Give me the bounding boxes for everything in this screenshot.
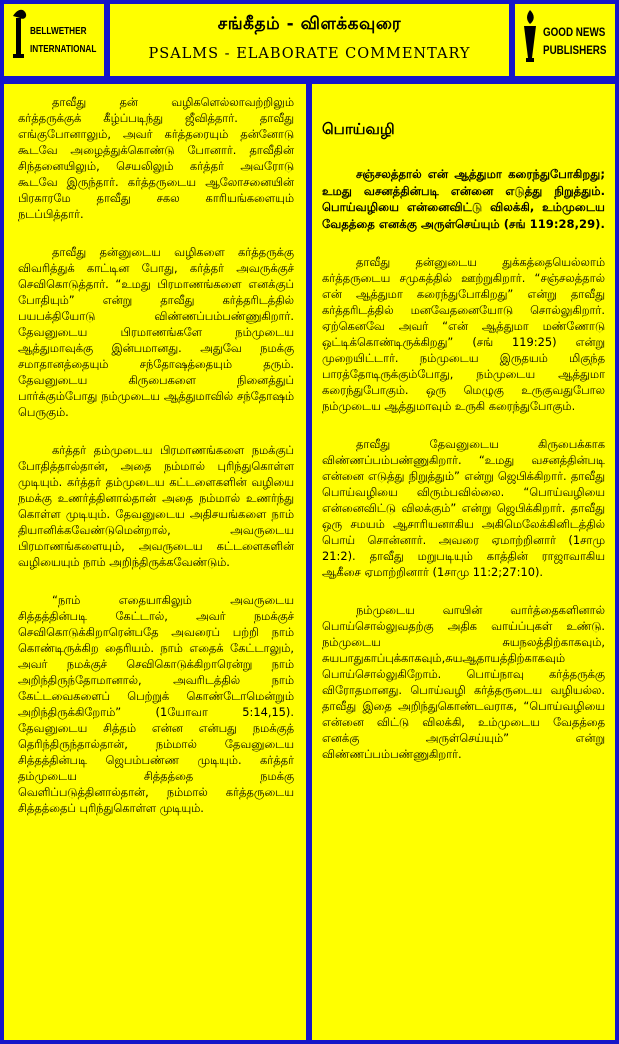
right-column [312,84,615,1040]
right-paragraph-1: தாவீது தன்னுடைய துக்கத்தையெல்லாம் கர்த்தருடைய சமுகத்தில் ஊற்றுகிறார். “சஞ்சலத்தால் என் ஆத்துமா கரைந்துபோகிறது” என்று தாவீது கர்த்தரிடத்தில் மனவேதனையோடு சொல்லுகிறார். ஏற்கெனவே அவர் “என் ஆத்துமா மண்ணோடு ஒட்டிக்கொண்டிருக்கிறது” (சங் 119:25) என்று முறையிட்டார். நம்முடைய இருதயம் மிகுந்த பாரத்தோடிருக்கும்போது, நம்முடைய ஆத்துமா கரைந்துபோகும். ஒரு மெழுகு உருகுவதுபோல நம்முடைய ஆத்துமாவும் உருகி கரைந்துபோகும். [322,255,605,413]
left-column [4,84,306,1040]
bellwether-logo [4,4,104,76]
title-box [110,4,509,76]
left-paragraph-3: கர்த்தர் தம்முடைய பிரமாணங்களை நமக்குப் போதித்தால்தான், அதை நம்மால் புரிந்துகொள்ள முடியும். கர்த்தர் தம்முடைய கட்டளைகளின் வழியை நமக்கு உணர்த்தினால்தான் அதை நம்மால் உணர்ந்து கொள்ள முடியும். தேவனுடைய அதிசயங்களை நாம் தியானிக்கவேண்டுமென்றால், அவருடைய பிரமாணங்களையும், அவருடைய கட்டளைகளின் வழியையும் நாம் அறிந்திருக்கவேண்டும். [18,443,294,569]
logo-right-line2: PUBLISHERS [543,43,607,57]
good-news-logo [515,4,615,76]
section-heading: பொய்வழி [322,120,395,138]
right-paragraph-2: தாவீது தேவனுடைய கிருபைக்காக விண்ணப்பம்பண்ணுகிறார். “உமது வசனத்தின்படி என்னை எடுத்து நிறுத்தும்” என்று ஜெபிக்கிறார். தாவீது பொய்வழியை விரும்பவில்லை. “பொய்வழியை என்னைவிட்டு விலக்கும்” என்று ஜெபிக்கிறார். தாவீது ஒரு சமயம் ஆசாரியனாகிய அகிமெலேக்கினிடத்தில் பொய் சொன்னார். அவரை ஏமாற்றினார் (1சாமு 21:2). தாவீது மறுபடியும் காத்தின் ராஜாவாகிய ஆகீசை ஏமாற்றினார் (1சாமு 11:2;27:10). [322,437,605,579]
page-title-english: PSALMS - ELABORATE COMMENTARY [148,46,471,62]
page-header [0,0,619,80]
left-paragraph-1: தாவீது தன் வழிகளெல்லாவற்றிலும் கர்த்தருக்குக் கீழ்ப்படிந்து ஜீவித்தார். தாவீது எங்குபோனாலும், அவர் கர்த்தரையும் தன்னோடு கூடவே அழைத்துக்கொண்டு போனார். தாவீதின் சிந்தனையிலும், செயலிலும் கர்த்தர் அவரோடு கூடவே இருந்தார். கர்த்தருடைய ஆலோசனையின் பிரகாரமே தாவீது சகல காரியங்களையும் நடப்பித்தார். [18,95,294,221]
verse-quote: சஞ்சலத்தால் என் ஆத்துமா கரைந்துபோகிறது; உமது வசனத்தின்படி என்னை எடுத்து நிறுத்தும். பொய்வழியை என்னைவிட்டு விலக்கி, உம்முடைய வேதத்தை எனக்கு அருள்செய்யும் (சங் 119:28,29). [322,167,605,231]
torch-icon [515,4,615,76]
left-paragraph-2: தாவீது தன்னுடைய வழிகளை கர்த்தருக்கு விவரித்துக் காட்டின போது, கர்த்தர் அவருக்குச் செவிகொடுத்தார். “உமது பிரமாணங்களை எனக்குப் போதியும்” என்று தாவீது கர்த்தரிடத்தில் பயபக்தியோடு விண்ணப்பம்பண்ணுகிறார். தேவனுடைய பிரமாணங்களே நம்முடைய ஆத்துமாவுக்கு இன்பமானது. அதுவே நமக்கு சமாதானத்தையும் சந்தோஷத்தையும் தரும். தேவனுடைய கிருபைகளை நினைத்துப் பார்க்கும்போது நம்முடைய ஆத்துமாவில் சந்தோஷம் பெருகும். [18,245,294,419]
logo-left-line2: INTERNATIONAL [30,44,97,55]
content-area [0,80,619,1044]
logo-right-line1: GOOD NEWS [543,25,606,39]
left-paragraph-4: “நாம் எதையாகிலும் அவருடைய சித்தத்தின்படி கேட்டால், அவர் நமக்குச் செவிகொடுக்கிறாரென்பதே அவரைப் பற்றி நாம் கொண்டிருக்கிற தைரியம். நாம் எதைக் கேட்டாலும், அவர் நமக்குச் செவிகொடுக்கிறாரென்று நாம் அறிந்திருந்தோமானால், அவரிடத்தில் நாம் கேட்டவைகளைப் பெற்றுக் கொண்டோமென்றும் அறிந்திருக்கிறோம்” (1யோவா 5:14,15). தேவனுடைய சித்தம் என்ன என்பது நமக்குத் தெரிந்திருந்தால்தான், நம்மால் தேவனுடைய சித்தத்தின்படி ஜெபம்பண்ண முடியும். கர்த்தர் தம்முடைய சித்தத்தை நமக்கு வெளிப்படுத்தினால்தான், நம்மால் கர்த்தருடைய சித்தத்தைப் புரிந்துகொள்ள முடியும். [18,593,294,815]
right-paragraph-3: நம்முடைய வாயின் வார்த்தைகளினால் பொய்சொல்லுவதற்கு அதிக வாய்ப்புகள் உண்டு. நம்முடைய சுயநலத்திற்காகவும், சுயபாதுகாப்புக்காகவும்,சுயஆதாயத்திற்காகவும் பொய்சொல்லுகிறோம். பொய்நாவு கர்த்தருக்கு விரோதமானது. பொய்வழி கர்த்தருடைய வழியல்ல. தாவீது இதை அறிந்துகொண்டவராக, “பொய்வழியை என்னை விட்டு விலக்கி, உம்முடைய வேதத்தை எனக்கு அருள்செய்யும்” என்று விண்ணப்பம்பண்ணுகிறார். [322,603,605,761]
page-title-tamil: சங்கீதம் - விளக்கவுரை [217,14,402,34]
logo-left-line1: BELLWETHER [30,26,87,37]
ram-icon [4,4,104,76]
